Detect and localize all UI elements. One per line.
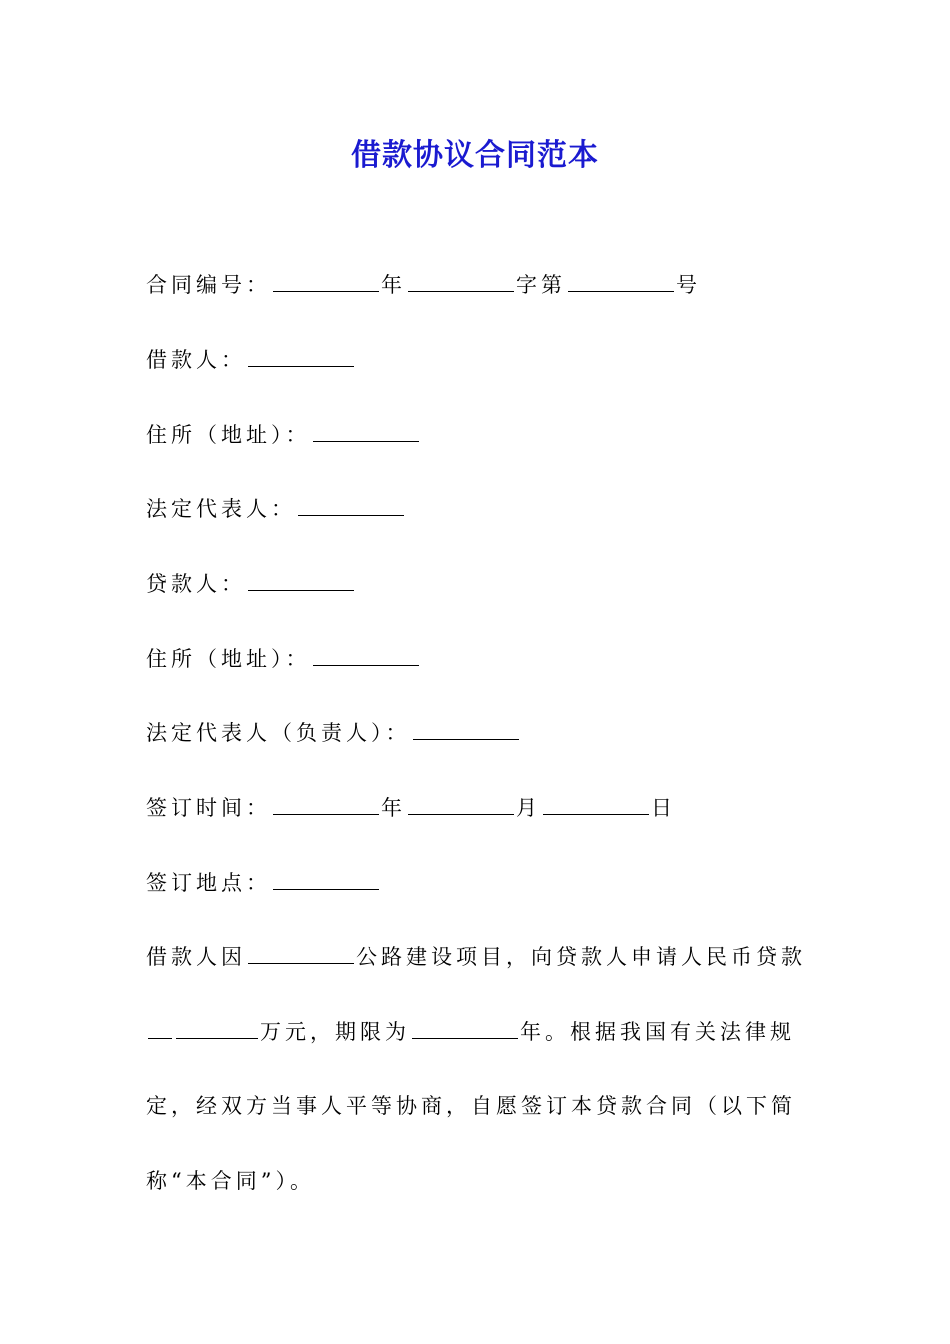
lender-rep-line [146,718,521,748]
body-text-3: 万元，期限为 [260,1019,410,1044]
number-label: 号 [676,273,701,297]
lender-address-line [146,644,421,674]
contract-number-label: 合同编号： [146,273,271,297]
document-title: 借款协议合同范本 [351,138,599,173]
lender-label: 贷款人： [146,572,246,596]
lender-rep-label: 法定代表人（负责人）： [146,721,411,745]
sign-place-label: 签订地点： [146,871,271,895]
sign-date-line [146,793,676,823]
lender-address-blank[interactable] [313,645,419,666]
contract-serial-blank[interactable] [568,271,674,292]
body-paragraph [146,920,806,1218]
word-no-label: 字第 [516,273,566,297]
body-text-4: 年。根据我国有关法律规定，经双方当事人平等协商，自愿签订本贷款合同（以下简称“本合同”）。 [146,1019,796,1193]
contract-number-line [146,270,701,300]
borrower-address-line [146,420,421,450]
contract-word-blank[interactable] [408,271,514,292]
project-blank[interactable] [248,943,354,964]
lender-address-label: 住所（地址）： [146,647,311,671]
year-label: 年 [381,273,406,297]
borrower-rep-line [146,494,406,524]
body-text-2: 公路建设项目，向贷款人申请人民币贷款 [356,945,806,969]
lender-blank[interactable] [248,570,354,591]
sign-day-blank[interactable] [543,794,649,815]
borrower-label: 借款人： [146,348,246,372]
borrower-address-blank[interactable] [313,421,419,442]
borrower-rep-blank[interactable] [298,495,404,516]
loan-term-blank[interactable] [412,1018,518,1039]
sign-year-label: 年 [381,796,406,820]
borrower-blank[interactable] [248,346,354,367]
sign-place-blank[interactable] [273,869,379,890]
sign-day-label: 日 [651,796,676,820]
sign-month-label: 月 [516,796,541,820]
contract-year-blank[interactable] [273,271,379,292]
borrower-rep-label: 法定代表人： [146,497,296,521]
sign-year-blank[interactable] [273,794,379,815]
loan-amount-blank-a[interactable] [148,1018,172,1039]
sign-place-line [146,868,381,898]
sign-date-label: 签订时间： [146,796,271,820]
borrower-line [146,345,356,375]
sign-month-blank[interactable] [408,794,514,815]
borrower-address-label: 住所（地址）： [146,423,311,447]
lender-line [146,569,356,599]
loan-amount-blank-b[interactable] [176,1018,258,1039]
body-text-1: 借款人因 [146,945,246,969]
lender-rep-blank[interactable] [413,719,519,740]
